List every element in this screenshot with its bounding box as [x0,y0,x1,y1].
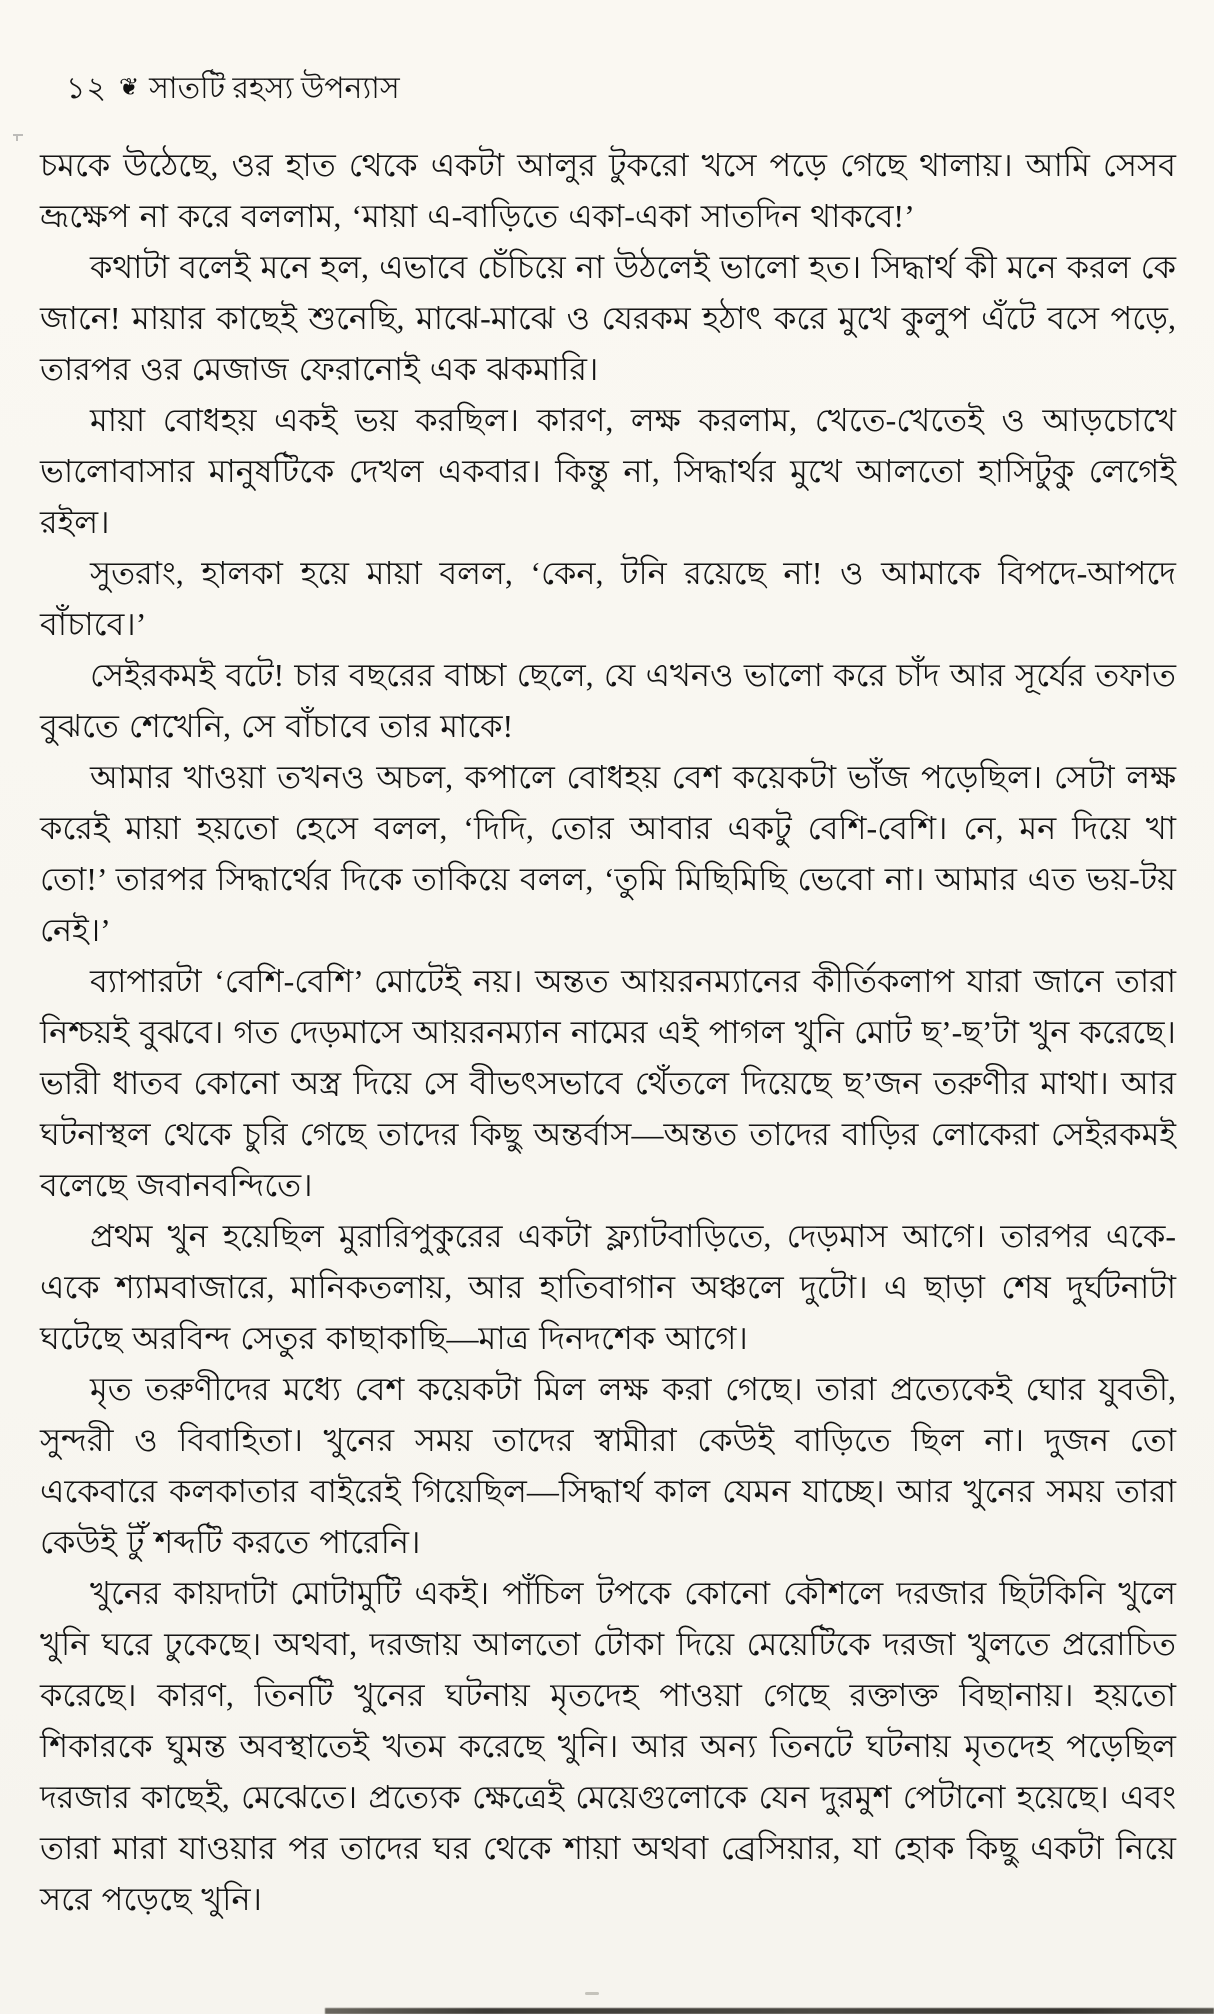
scan-edge-shadow [325,2008,1214,2014]
paragraph: মায়া বোধহয় একই ভয় করছিল। কারণ, লক্ষ করলাম, খেতে-খেতেই ও আড়চোখে ভালোবাসার মানুষটিকে দেখল একবার। কিন্তু না, সিদ্ধার্থর মুখে আলতো হাসিটুকু লেগেই রইল। [40,402,1176,540]
floral-ornament-icon: ❦ [118,75,140,101]
page-number: ১২ [66,72,107,105]
paragraph: খুনের কায়দাটা মোটামুটি একই। পাঁচিল টপকে কোনো কৌশলে দরজার ছিটকিনি খুলে খুনি ঘরে ঢুকেছে। অথবা, দরজায় আলতো টোকা দিয়ে মেয়েটিকে দরজা খুলতে প্ররোচিত করেছে। কারণ, তিনটি খুনের ঘটনায় মৃতদেহ পাওয়া গেছে রক্তাক্ত বিছানায়। হয়তো শিকারকে ঘুমন্ত অবস্থাতেই খতম করেছে খুনি। আর অন্য তিনটে ঘটনায় মৃতদেহ পড়েছিল দরজার কাছেই, মেঝেতে। প্রত্যেক ক্ষেত্রেই মেয়েগুলোকে যেন দুরমুশ পেটানো হয়েছে। এবং তারা মারা যাওয়ার পর তাদের ঘর থেকে শায়া অথবা ব্রেসিয়ার, যা হোক কিছু একটা নিয়ে সরে পড়েছে খুনি। [40,1575,1176,1917]
paragraph: সুতরাং, হালকা হয়ে মায়া বলল, ‘কেন, টনি রয়েছে না! ও আমাকে বিপদে-আপদে বাঁচাবে।’ [40,555,1176,642]
paragraph: চমকে উঠেছে, ওর হাত থেকে একটা আলুর টুকরো খসে পড়ে গেছে থালায়। আমি সেসব ভ্রূক্ষেপ না করে বললাম, ‘মায়া এ-বাড়িতে একা-একা সাতদিন থাকবে!’ [40,147,1176,234]
scan-smudge [585,1992,599,1995]
paragraph: মৃত তরুণীদের মধ্যে বেশ কয়েকটা মিল লক্ষ করা গেছে। তারা প্রত্যেকেই ঘোর যুবতী, সুন্দরী ও বিবাহিতা। খুনের সময় তাদের স্বামীরা কেউই বাড়িতে ছিল না। দুজন তো একেবারে কলকাতার বাইরেই গিয়েছিল—সিদ্ধার্থ কাল যেমন যাচ্ছে। আর খুনের সময় তারা কেউই টুঁ শব্দটি করতে পারেনি। [40,1371,1176,1560]
paragraph: সেইরকমই বটে! চার বছরের বাচ্চা ছেলে, যে এখনও ভালো করে চাঁদ আর সূর্যের তফাত বুঝতে শেখেনি, সে বাঁচাবে তার মাকে! [40,657,1176,744]
running-header [40,70,1176,110]
paragraph: কথাটা বলেই মনে হল, এভাবে চেঁচিয়ে না উঠলেই ভালো হত। সিদ্ধার্থ কী মনে করল কে জানে! মায়ার কাছেই শুনেছি, মাঝে-মাঝে ও যেরকম হঠাৎ করে মুখে কুলুপ এঁটে বসে পড়ে, তারপর ওর মেজাজ ফেরানোই এক ঝকমারি। [40,249,1176,387]
paragraph: প্রথম খুন হয়েছিল মুরারিপুকুরের একটা ফ্ল্যাটবাড়িতে, দেড়মাস আগে। তারপর একে-একে শ্যামবাজারে, মানিকতলায়, আর হাতিবাগান অঞ্চলে দুটো। এ ছাড়া শেষ দুর্ঘটনাটা ঘটেছে অরবিন্দ সেতুর কাছাকাছি—মাত্র দিনদশেক আগে। [40,1218,1176,1356]
paragraph: আমার খাওয়া তখনও অচল, কপালে বোধহয় বেশ কয়েকটা ভাঁজ পড়েছিল। সেটা লক্ষ করেই মায়া হয়তো হেসে বলল, ‘দিদি, তোর আবার একটু বেশি-বেশি। নে, মন দিয়ে খা তো!’ তারপর সিদ্ধার্থের দিকে তাকিয়ে বলল, ‘তুমি মিছিমিছি ভেবো না। আমার এত ভয়-টয় নেই।’ [40,759,1176,948]
book-title: সাতটি রহস্য উপন্যাস [149,72,400,105]
paragraph: ব্যাপারটা ‘বেশি-বেশি’ মোটেই নয়। অন্তত আয়রনম্যানের কীর্তিকলাপ যারা জানে তারা নিশ্চয়ই বুঝবে। গত দেড়মাসে আয়রনম্যান নামের এই পাগল খুনি মোট ছ’-ছ’টা খুন করেছে। ভারী ধাতব কোনো অস্ত্র দিয়ে সে বীভৎসভাবে থেঁতলে দিয়েছে ছ’জন তরুণীর মাথা। আর ঘটনাস্থল থেকে চুরি গেছে তাদের কিছু অন্তর্বাস—অন্তত তাদের বাড়ির লোকেরা সেইরকমই বলেছে জবানবন্দিতে। [40,963,1176,1203]
body-text [40,140,1176,1925]
scan-speck [13,133,24,142]
